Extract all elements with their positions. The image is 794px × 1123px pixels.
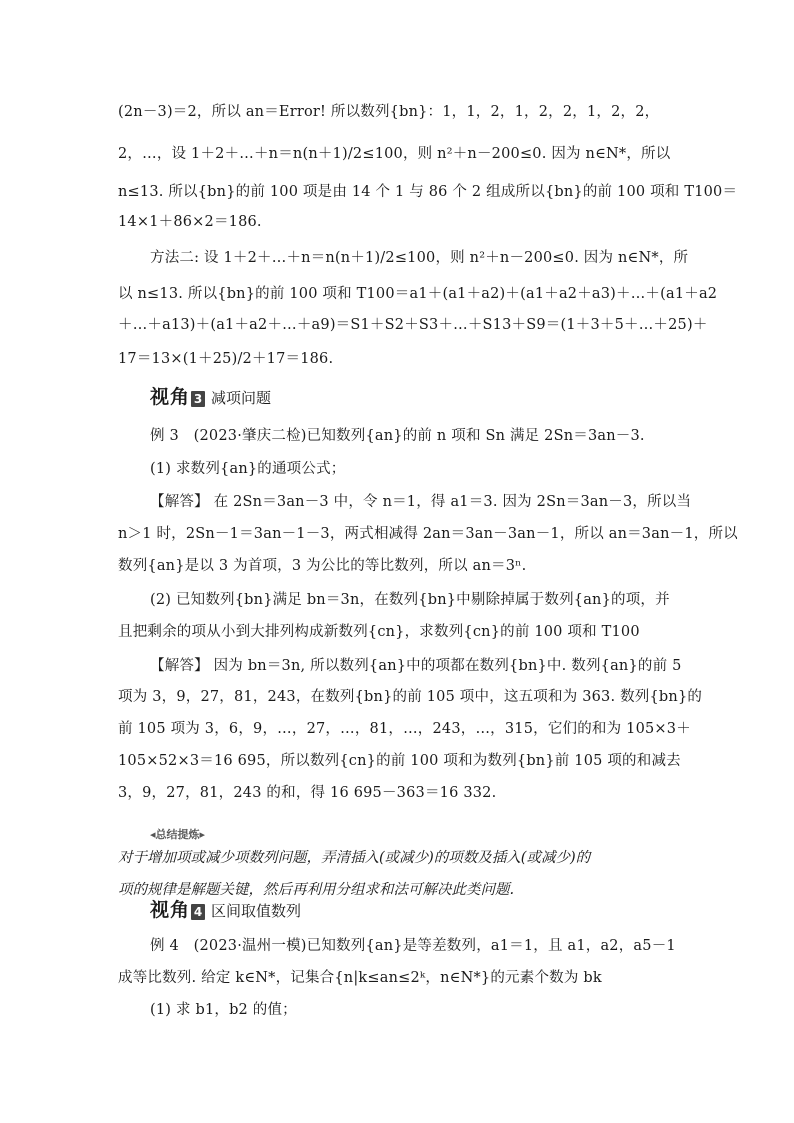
text-line: (1) 求数列{an}的通项公式； <box>150 461 346 477</box>
text-line: 例 3 (2023·肇庆二检)已知数列{an}的前 n 项和 Sn 满足 2Sn＝3an－3. <box>150 428 645 444</box>
text-line: 17＝13×(1＋25)/2＋17＝186. <box>118 351 334 367</box>
text-line: 项为 3，9，27，81，243，在数列{bn}的前 105 项中，这五项和为 363. 数列{bn}的 <box>118 689 703 705</box>
heading-number: 4 <box>191 904 205 920</box>
summary-text: 项的规律是解题关键，然后再利用分组求和法可解决此类问题. <box>118 882 515 898</box>
text-line: (2n－3)＝2，所以 an＝Error! 所以数列{bn}：1，1，2，1，2，2，1，2，2， <box>118 104 660 120</box>
text-line: 成等比数列. 给定 k∈N*，记集合{n|k≤an≤2ᵏ，n∈N*}的元素个数为 bk <box>118 970 602 986</box>
text-line: 105×52×3＝16 695，所以数列{cn}的前 100 项和为数列{bn}前 105 项的和减去 <box>118 753 681 769</box>
summary-label: ◂总结提炼▸ <box>150 828 206 841</box>
text-line: 【解答】 因为 bn＝3n, 所以数列{an}中的项都在数列{bn}中. 数列{an}的前 5 <box>150 658 682 674</box>
text-line: (2) 已知数列{bn}满足 bn＝3n，在数列{bn}中剔除掉属于数列{an}的项，并 <box>150 592 670 608</box>
heading-title: 减项问题 <box>211 389 272 407</box>
text-line: 【解答】 在 2Sn＝3an－3 中，令 n＝1，得 a1＝3. 因为 2Sn＝3an－3，所以当 <box>150 494 692 510</box>
heading-title: 区间取值数列 <box>211 902 302 920</box>
text-line: 以 n≤13. 所以{bn}的前 100 项和 T100＝a1＋(a1＋a2)＋(a1＋a2＋a3)＋…＋(a1＋a2 <box>118 286 718 302</box>
heading-keyword: 视角 <box>150 899 191 921</box>
section-heading-3 <box>150 382 271 409</box>
text-line: 且把剩余的项从小到大排列构成新数列{cn}，求数列{cn}的前 100 项和 T100 <box>118 624 640 640</box>
text-line: 2，…，设 1＋2＋…＋n＝n(n＋1)/2≤100，则 n²＋n－200≤0. 因为 n∈N*，所以 <box>118 146 671 162</box>
text-line: 3，9，27，81，243 的和，得 16 695－363＝16 332. <box>118 785 497 801</box>
text-line: ＋…＋a13)＋(a1＋a2＋…＋a9)＝S1＋S2＋S3＋…＋S13＋S9＝(1＋3＋5＋…＋25)＋ <box>118 317 708 333</box>
text-line: 例 4 (2023·温州一模)已知数列{an}是等差数列，a1＝1，且 a1，a2，a5－1 <box>150 938 676 954</box>
heading-keyword: 视角 <box>150 386 191 408</box>
text-line: 前 105 项为 3，6，9，…，27，…，81，…，243，…，315，它们的和为 105×3＋ <box>118 721 691 737</box>
summary-text: 对于增加项或减少项数列问题，弄清插入(或减少)的项数及插入(或减少)的 <box>118 850 591 866</box>
heading-number: 3 <box>191 391 205 407</box>
text-line: n≤13. 所以{bn}的前 100 项是由 14 个 1 与 86 个 2 组成所以{bn}的前 100 项和 T100＝ <box>118 184 738 200</box>
text-line: 14×1＋86×2＝186. <box>118 214 262 230</box>
text-line: 数列{an}是以 3 为首项，3 为公比的等比数列，所以 an＝3ⁿ. <box>118 558 527 574</box>
text-line: (1) 求 b1，b2 的值； <box>150 1002 297 1018</box>
text-line: n＞1 时，2Sn－1＝3an－1－3，两式相减得 2an＝3an－3an－1，所以 an＝3an－1，所以 <box>118 526 738 542</box>
section-heading-4 <box>150 895 301 922</box>
text-line: 方法二: 设 1＋2＋…＋n＝n(n＋1)/2≤100，则 n²＋n－200≤0. 因为 n∈N*，所 <box>150 250 689 266</box>
